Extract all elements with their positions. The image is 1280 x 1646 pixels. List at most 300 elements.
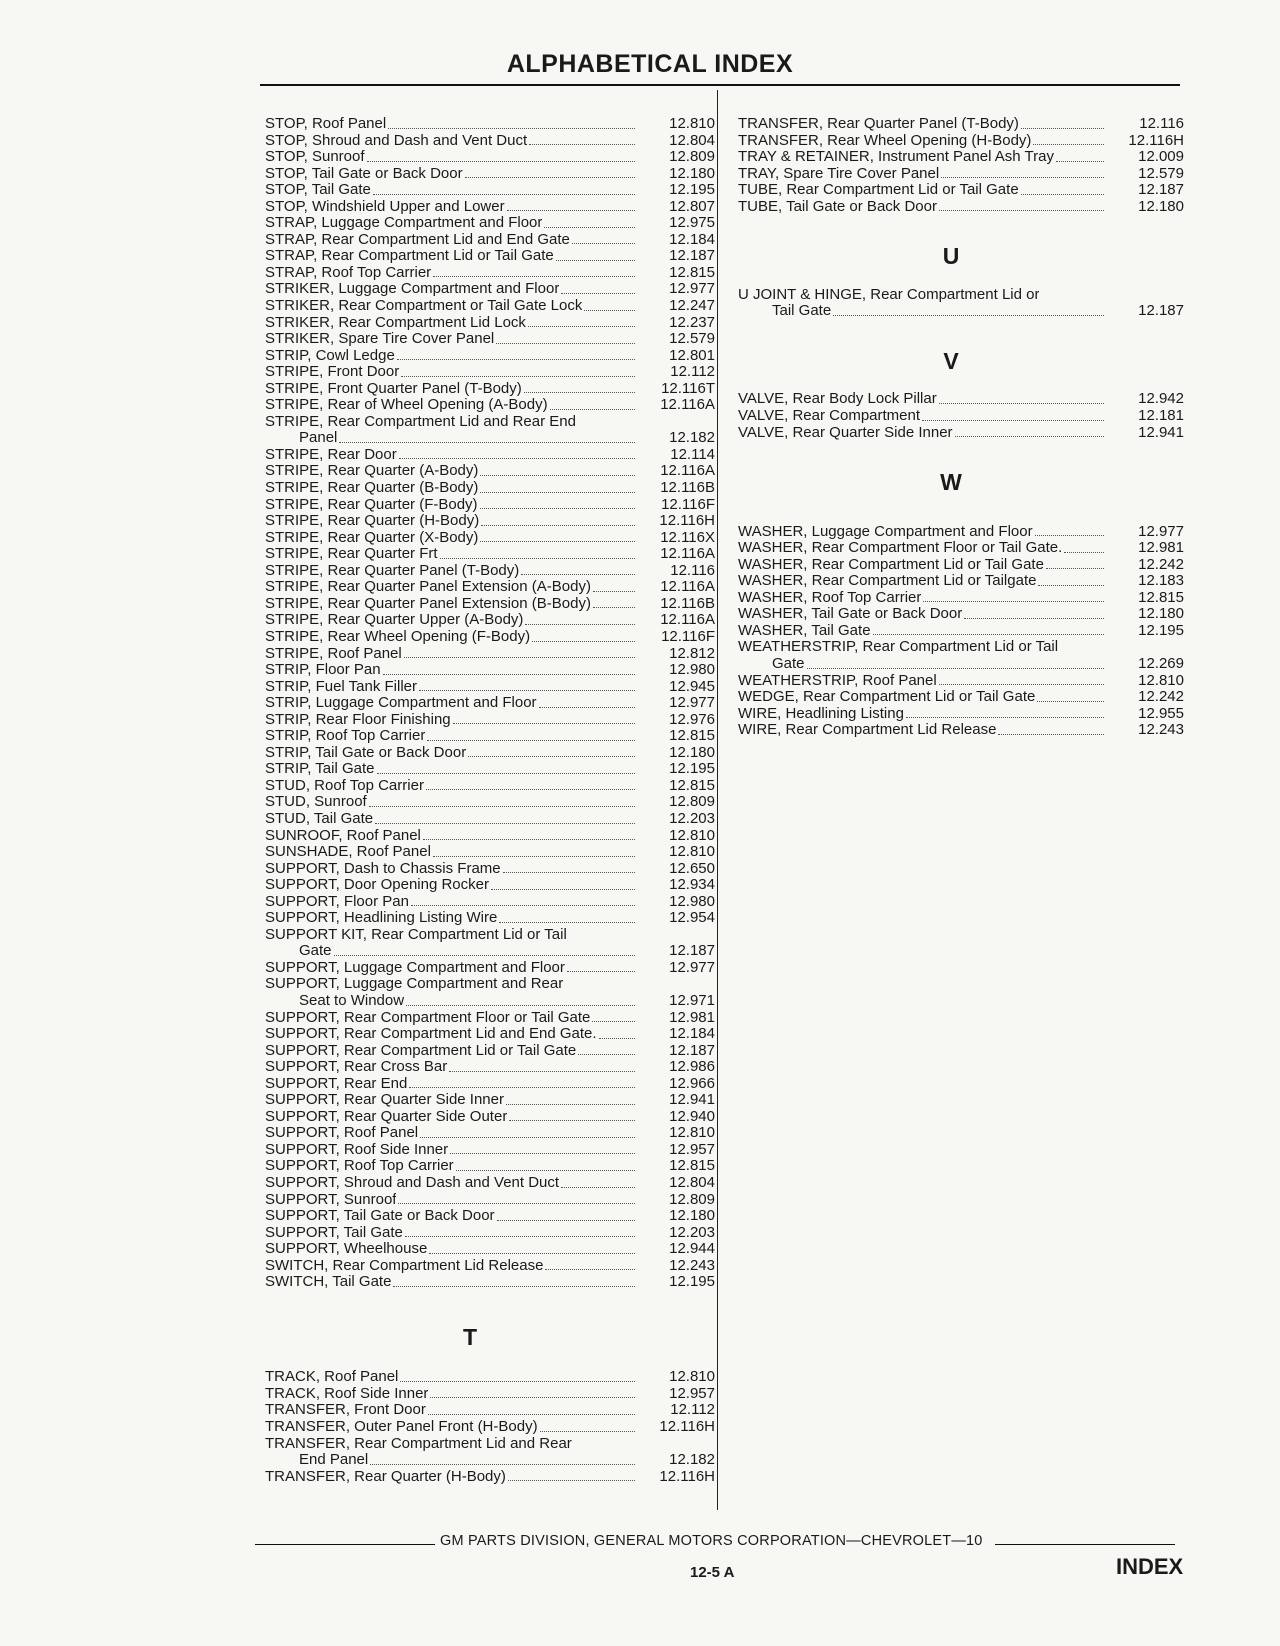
leader-dots [556, 259, 635, 261]
entry-text: STRIPE, Rear Quarter (X-Body) [265, 529, 479, 546]
leader-dots [491, 888, 635, 890]
entry-text: TRANSFER, Rear Quarter Panel (T-Body) [738, 116, 1019, 132]
entry-number: 12.116B [660, 479, 715, 497]
entry-number: 12.966 [669, 1074, 715, 1092]
entry-number: 12.957 [669, 1140, 715, 1158]
entry-number: 12.180 [669, 1207, 715, 1225]
index-entry [265, 513, 715, 530]
leader-dots [506, 1103, 635, 1105]
leader-dots [503, 871, 635, 873]
entry-text: STRIKER, Spare Tire Cover Panel [265, 331, 495, 348]
index-entry-wrapped [265, 976, 715, 1009]
index-entry [265, 463, 715, 480]
entry-text: STUD, Roof Top Carrier [265, 777, 424, 794]
leader-dots [496, 342, 635, 344]
leader-dots [1033, 143, 1104, 145]
leader-dots [922, 419, 1104, 421]
entry-text: STRIPE, Rear Wheel Opening (F-Body) [265, 628, 531, 645]
entry-number: 12.980 [669, 661, 715, 679]
leader-dots [521, 573, 635, 575]
entry-text: STRIKER, Luggage Compartment and Floor [265, 281, 560, 298]
entry-text: STRIP, Rear Floor Finishing [265, 711, 451, 728]
leader-dots [433, 275, 635, 277]
leader-dots [1046, 567, 1104, 569]
index-entry [738, 689, 1184, 706]
leader-dots [1038, 584, 1104, 586]
entry-number: 12.810 [669, 1368, 715, 1386]
index-entry [265, 745, 715, 762]
index-entry [265, 265, 715, 282]
index-entry [265, 497, 715, 514]
entry-text: SUPPORT KIT, Rear Compartment Lid or Tail [265, 926, 567, 943]
entry-text: STRIPE, Roof Panel [265, 645, 402, 662]
entry-text: TRANSFER, Rear Wheel Opening (H-Body) [738, 132, 1032, 149]
entry-text: U JOINT & HINGE, Rear Compartment Lid or [738, 286, 1040, 303]
entry-text: TRANSFER, Rear Quarter (H-Body) [265, 1468, 506, 1485]
leader-dots [440, 557, 635, 559]
entry-number: 12.941 [669, 1091, 715, 1109]
leader-dots [550, 408, 635, 410]
entry-number: 12.815 [669, 1157, 715, 1175]
leader-dots [420, 1136, 635, 1138]
entry-number: 12.955 [1138, 704, 1184, 722]
entry-text: STRIPE, Rear Quarter (H-Body) [265, 513, 480, 530]
leader-dots [561, 292, 635, 294]
entry-number: 12.971 [669, 991, 715, 1009]
entry-text: SWITCH, Tail Gate [265, 1274, 392, 1291]
entry-text-continued: End Panel [299, 1452, 369, 1469]
leader-dots [370, 1463, 635, 1465]
entry-number: 12.650 [669, 859, 715, 877]
entry-number: 12.116H [659, 1467, 715, 1485]
entry-text: WASHER, Rear Compartment Floor or Tail Gate. [738, 540, 1063, 557]
entry-number: 12.116H [659, 512, 715, 530]
index-entry [265, 397, 715, 414]
leader-dots [593, 606, 635, 608]
leader-dots [480, 540, 635, 542]
leader-dots [468, 755, 635, 757]
entry-text: STRIKER, Rear Compartment or Tail Gate Lock [265, 298, 583, 315]
index-entry [265, 596, 715, 613]
entry-text: SUPPORT, Rear Quarter Side Inner [265, 1092, 504, 1109]
entry-text: SUPPORT, Sunroof [265, 1191, 397, 1208]
entry-number: 12.116B [660, 594, 715, 612]
entry-number: 12.810 [1138, 671, 1184, 689]
index-entry [265, 679, 715, 696]
index-entry [738, 408, 1184, 425]
entry-text: WEATHERSTRIP, Roof Panel [738, 672, 937, 689]
entry-text: WASHER, Rear Compartment Lid or Tailgate [738, 573, 1037, 590]
leader-dots [998, 733, 1104, 735]
entry-number: 12.195 [669, 181, 715, 199]
index-entry [265, 695, 715, 712]
entry-number: 12.112 [670, 1401, 715, 1419]
entry-number: 12.954 [669, 909, 715, 927]
index-entry [265, 910, 715, 927]
entry-text: SUPPORT, Rear End [265, 1075, 408, 1092]
index-entry [738, 573, 1184, 590]
index-entry [738, 149, 1184, 166]
entry-number: 12.116H [659, 1418, 715, 1436]
entry-text: STRAP, Rear Compartment Lid or Tail Gate [265, 248, 554, 265]
title-rule [260, 84, 1180, 86]
index-entry [738, 524, 1184, 541]
entry-text: SUPPORT, Roof Panel [265, 1125, 419, 1142]
index-entry [738, 540, 1184, 557]
entry-text: TRAY & RETAINER, Instrument Panel Ash Tray [738, 149, 1054, 166]
index-entry [265, 1258, 715, 1275]
entry-text: STRIP, Roof Top Carrier [265, 728, 426, 745]
leader-dots [873, 633, 1104, 635]
index-entry [265, 232, 715, 249]
leader-dots [923, 600, 1104, 602]
entry-number: 12.237 [669, 313, 715, 331]
index-label: INDEX [1116, 1554, 1184, 1579]
leader-dots [1056, 160, 1104, 162]
leader-dots [939, 402, 1104, 404]
entry-number: 12.009 [1138, 148, 1184, 166]
entry-text: VALVE, Rear Compartment [738, 408, 921, 425]
entry-text: STRIPE, Rear Quarter (F-Body) [265, 496, 478, 513]
leader-dots [398, 1202, 635, 1204]
entry-text: WASHER, Rear Compartment Lid or Tail Gate [738, 556, 1044, 573]
index-entry [265, 281, 715, 298]
entry-number: 12.975 [669, 214, 715, 232]
leader-dots [833, 314, 1104, 316]
entry-number: 12.242 [1138, 688, 1184, 706]
entry-text: STOP, Sunroof [265, 149, 365, 166]
entry-number: 12.815 [669, 776, 715, 794]
entry-text: WASHER, Tail Gate [738, 622, 871, 639]
entry-text-continued: Gate [299, 943, 332, 960]
index-entry [265, 1125, 715, 1142]
right-column [738, 116, 1184, 739]
index-entry [265, 182, 715, 199]
entry-text: SUPPORT, Floor Pan [265, 893, 409, 910]
leader-dots [375, 822, 635, 824]
leader-dots [369, 805, 635, 807]
entry-text: SUPPORT, Headlining Listing Wire [265, 910, 498, 927]
leader-dots [584, 309, 635, 311]
entry-text: STOP, Tail Gate [265, 182, 371, 199]
section-letter-w: W [940, 469, 962, 496]
entry-text: STRIPE, Rear Quarter (B-Body) [265, 480, 479, 497]
leader-dots [941, 176, 1104, 178]
leader-dots [544, 226, 635, 228]
index-entry [265, 728, 715, 745]
leader-dots [532, 640, 635, 642]
entry-number: 12.977 [669, 694, 715, 712]
entry-number: 12.579 [1138, 164, 1184, 182]
entry-text: WIRE, Headlining Listing [738, 705, 904, 722]
index-entry-wrapped [265, 1436, 715, 1469]
leader-dots [567, 970, 635, 972]
leader-dots [480, 474, 635, 476]
index-entry [265, 315, 715, 332]
index-entry [265, 331, 715, 348]
leader-dots [545, 1268, 635, 1270]
entry-text: STRIPE, Rear Quarter Panel Extension (B-Body) [265, 595, 591, 612]
entry-number: 12.945 [669, 677, 715, 695]
entry-text: STRIPE, Rear Door [265, 446, 397, 463]
index-entry [265, 1158, 715, 1175]
entry-number: 12.203 [669, 809, 715, 827]
leader-dots [409, 1086, 635, 1088]
index-entry [265, 1142, 715, 1159]
entry-text: WASHER, Luggage Compartment and Floor [738, 523, 1033, 540]
entry-number: 12.116A [660, 396, 715, 414]
entry-number: 12.195 [669, 760, 715, 778]
leader-dots [400, 1380, 635, 1382]
entry-text: STRIPE, Rear Quarter Panel (T-Body) [265, 562, 520, 579]
entry-text: WIRE, Rear Compartment Lid Release [738, 722, 997, 739]
leader-dots [377, 772, 636, 774]
entry-text: WASHER, Roof Top Carrier [738, 589, 922, 606]
index-entry [265, 563, 715, 580]
entry-text: STRIPE, Rear Quarter Panel Extension (A-Body) [265, 579, 591, 596]
leader-dots [456, 1169, 635, 1171]
entry-number: 12.116A [660, 462, 715, 480]
index-entry [738, 673, 1184, 690]
entry-number: 12.187 [669, 247, 715, 265]
leader-dots [528, 325, 635, 327]
entry-text: STRIPE, Rear Quarter Frt [265, 546, 438, 563]
leader-dots [393, 1285, 635, 1287]
entry-number: 12.112 [670, 363, 715, 381]
section-letter-t: T [462, 1323, 478, 1350]
entry-text: SUPPORT, Shroud and Dash and Vent Duct [265, 1175, 560, 1191]
entry-text: STOP, Shroud and Dash and Vent Duct [265, 132, 528, 149]
leader-dots [406, 1004, 635, 1006]
index-entry [265, 794, 715, 811]
entry-text: STRIP, Floor Pan [265, 662, 381, 679]
index-entry [265, 546, 715, 563]
entry-text: STRIKER, Rear Compartment Lid Lock [265, 314, 526, 331]
leader-dots [578, 1053, 635, 1055]
leader-dots [465, 176, 635, 178]
leader-dots [401, 375, 635, 377]
entry-number: 12.804 [669, 1174, 715, 1191]
index-entry [738, 116, 1184, 133]
leader-dots [397, 358, 635, 360]
entry-number: 12.957 [669, 1384, 715, 1402]
entry-number: 12.804 [669, 131, 715, 149]
index-entry [265, 133, 715, 150]
entry-text: STUD, Sunroof [265, 794, 367, 811]
leader-dots [599, 1037, 635, 1039]
entry-number: 12.980 [669, 892, 715, 910]
entry-text: STRAP, Luggage Compartment and Floor [265, 215, 543, 232]
leader-dots [383, 673, 635, 675]
entry-text: VALVE, Rear Body Lock Pillar [738, 391, 937, 408]
index-entry [265, 1225, 715, 1242]
entry-text: STRIP, Tail Gate or Back Door [265, 744, 467, 761]
entry-number: 12.116X [660, 528, 715, 546]
index-entry [265, 646, 715, 663]
entry-number: 12.810 [669, 115, 715, 132]
index-entry [265, 1192, 715, 1209]
index-entry-wrapped [738, 287, 1184, 320]
leader-dots [428, 1413, 635, 1415]
entry-text: STRIPE, Rear of Wheel Opening (A-Body) [265, 397, 548, 414]
entry-text: SUPPORT, Dash to Chassis Frame [265, 860, 501, 877]
entry-number: 12.184 [669, 230, 715, 248]
entry-number: 12.195 [669, 1273, 715, 1291]
entry-number: 12.810 [669, 826, 715, 844]
entry-text: TRACK, Roof Panel [265, 1369, 399, 1386]
leader-dots [561, 1186, 635, 1188]
entry-text: VALVE, Rear Quarter Side Inner [738, 424, 953, 441]
index-entry [265, 1369, 715, 1386]
entry-text: TUBE, Tail Gate or Back Door [738, 198, 937, 215]
index-entry [265, 761, 715, 778]
entry-text: TRAY, Spare Tire Cover Panel [738, 165, 940, 182]
entry-number: 12.981 [1138, 539, 1184, 557]
entry-text: SUPPORT, Luggage Compartment and Floor [265, 959, 565, 976]
entry-text: SUPPORT, Luggage Compartment and Rear [265, 976, 564, 993]
index-entry [265, 1386, 715, 1403]
leader-dots [593, 590, 635, 592]
index-entry [738, 425, 1184, 442]
entry-number: 12.976 [669, 710, 715, 728]
index-entry [265, 579, 715, 596]
entry-text: SWITCH, Rear Compartment Lid Release [265, 1257, 544, 1274]
entry-number: 12.243 [669, 1256, 715, 1274]
leader-dots [509, 1119, 635, 1121]
entry-text: TUBE, Rear Compartment Lid or Tail Gate [738, 182, 1019, 199]
footer-rule-left [255, 1544, 435, 1545]
index-entry [265, 1026, 715, 1043]
index-entry [738, 606, 1184, 623]
entry-text: STRIP, Tail Gate [265, 761, 375, 778]
entry-number: 12.247 [669, 297, 715, 315]
entry-number: 12.184 [669, 1025, 715, 1043]
leader-dots [540, 1430, 635, 1432]
page-title: ALPHABETICAL INDEX [506, 50, 794, 78]
index-entry [738, 166, 1184, 183]
leader-dots [334, 954, 635, 956]
entry-number: 12.242 [1138, 555, 1184, 573]
entry-number: 12.815 [1138, 588, 1184, 606]
leader-dots [480, 491, 635, 493]
index-entry [265, 1076, 715, 1093]
leader-dots [939, 683, 1104, 685]
entry-number: 12.116 [670, 561, 715, 579]
entry-text: STOP, Tail Gate or Back Door [265, 165, 463, 182]
index-entry [265, 166, 715, 183]
section-letter-v: V [943, 347, 959, 374]
index-entry-wrapped [265, 927, 715, 960]
entry-number: 12.934 [669, 876, 715, 894]
entry-text: SUPPORT, Wheelhouse [265, 1241, 428, 1258]
left-column [265, 116, 715, 1485]
entry-text: SUPPORT, Tail Gate [265, 1224, 403, 1241]
entry-number: 12.187 [1138, 181, 1184, 199]
entry-number: 12.182 [669, 429, 715, 447]
entry-text: STRIPE, Rear Compartment Lid and Rear End [265, 413, 576, 430]
index-entry [265, 712, 715, 729]
index-entry [265, 447, 715, 464]
index-entry [265, 877, 715, 894]
entry-text: TRANSFER, Rear Compartment Lid and Rear [265, 1435, 572, 1452]
index-entry [738, 199, 1184, 216]
entry-number: 12.183 [1138, 572, 1184, 590]
leader-dots [507, 209, 635, 211]
leader-dots [497, 1219, 635, 1221]
index-entry [738, 391, 1184, 408]
entry-text: TRANSFER, Outer Panel Front (H-Body) [265, 1419, 538, 1436]
entry-text: STRIPE, Rear Quarter (A-Body) [265, 463, 479, 480]
index-entry [265, 1274, 715, 1291]
leader-dots [1064, 551, 1104, 553]
leader-dots [1037, 700, 1104, 702]
entry-number: 12.203 [669, 1223, 715, 1241]
entry-number: 12.182 [669, 1451, 715, 1469]
entry-number: 12.116H [1128, 131, 1184, 149]
index-entry [738, 133, 1184, 150]
index-entry [265, 248, 715, 265]
entry-number: 12.801 [669, 346, 715, 364]
entry-text: STOP, Windshield Upper and Lower [265, 198, 505, 215]
entry-text: STRIP, Luggage Compartment and Floor [265, 695, 537, 712]
index-entry [265, 298, 715, 315]
entry-number: 12.941 [1138, 423, 1184, 441]
entry-number: 12.116T [661, 379, 715, 397]
index-entry-wrapped [738, 639, 1184, 672]
leader-dots [539, 706, 635, 708]
leader-dots [388, 127, 635, 129]
index-entry [265, 215, 715, 232]
index-entry [265, 861, 715, 878]
index-entry [265, 116, 715, 133]
entry-text: SUPPORT, Rear Compartment Lid and End Gate. [265, 1026, 597, 1043]
index-entry [738, 623, 1184, 640]
entry-text: SUPPORT, Rear Quarter Side Outer [265, 1108, 508, 1125]
entry-text: SUNROOF, Roof Panel [265, 827, 421, 844]
index-entry [265, 1175, 715, 1192]
leader-dots [525, 623, 635, 625]
entry-number: 12.180 [1138, 197, 1184, 215]
entry-number: 12.116A [660, 545, 715, 563]
leader-dots [430, 1396, 635, 1398]
leader-dots [367, 160, 635, 162]
entry-text: STUD, Tail Gate [265, 810, 374, 827]
entry-text: WEATHERSTRIP, Rear Compartment Lid or Tail [738, 639, 1059, 656]
entry-number: 12.187 [669, 942, 715, 960]
index-entry [265, 1092, 715, 1109]
leader-dots [1021, 127, 1104, 129]
index-entry [265, 612, 715, 629]
entry-text-continued: Tail Gate [772, 303, 832, 320]
entry-number: 12.944 [669, 1240, 715, 1258]
entry-text-continued: Seat to Window [299, 992, 405, 1009]
index-entry [265, 828, 715, 845]
entry-number: 12.809 [669, 1190, 715, 1208]
entry-number: 12.187 [1138, 302, 1184, 320]
index-entry [265, 778, 715, 795]
entry-text: STRIPE, Front Quarter Panel (T-Body) [265, 380, 522, 397]
leader-dots [405, 1235, 635, 1237]
leader-dots [450, 1152, 635, 1154]
leader-dots [411, 904, 635, 906]
index-entry-wrapped [265, 414, 715, 447]
entry-number: 12.977 [669, 280, 715, 298]
entry-number: 12.807 [669, 197, 715, 215]
entry-number: 12.116A [660, 578, 715, 596]
index-entry [265, 1043, 715, 1060]
entry-text-continued: Panel [299, 430, 338, 447]
leader-dots [373, 193, 635, 195]
